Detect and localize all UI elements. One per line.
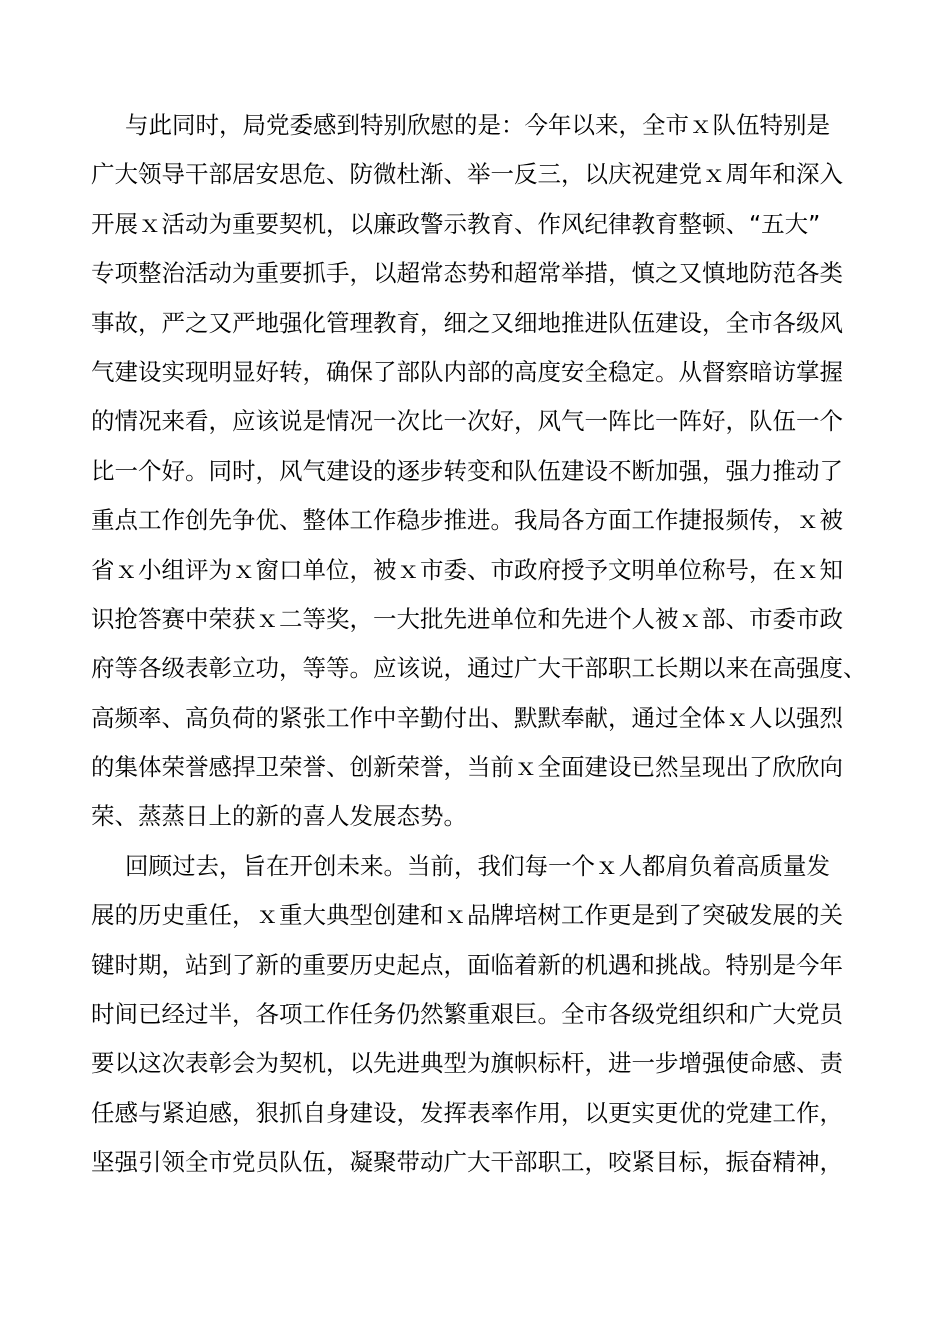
paragraph-1-line-3: 开展ｘ活动为重要契机，以廉政警示教育、作风纪律教育整顿、“五大”: [91, 209, 821, 238]
paragraph-2-line-7: 坚强引领全市党员队伍，凝聚带动广大干部职工，咬紧目标，振奋精神，: [91, 1148, 843, 1177]
paragraph-2-line-5: 要以这次表彰会为契机，以先进典型为旗帜标杆，进一步增强使命感、责: [91, 1049, 843, 1078]
paragraph-1-line-4: 专项整治活动为重要抓手，以超常态势和超常举措，慎之又慎地防范各类: [91, 259, 843, 288]
paragraph-1-line-9: 重点工作创先争优、整体工作稳步推进。我局各方面工作捷报频传，ｘ被: [91, 506, 843, 535]
body-text: [91, 101, 871, 1188]
paragraph-1-line-5: 事故，严之又严地强化管理教育，细之又细地推进队伍建设，全市各级风: [91, 308, 843, 337]
paragraph-1-line-8: 比一个好。同时，风气建设的逐步转变和队伍建设不断加强，强力推动了: [91, 456, 843, 485]
paragraph-1-line-7: 的情况来看，应该说是情况一次比一次好，风气一阵比一阵好，队伍一个: [91, 407, 843, 436]
paragraph-2-line-3: 键时期，站到了新的重要历史起点，面临着新的机遇和挑战。特别是今年: [91, 950, 843, 979]
paragraph-1-line-6: 气建设实现明显好转，确保了部队内部的高度安全稳定。从督察暗访掌握: [91, 357, 843, 386]
paragraph-1-line-1: 与此同时，局党委感到特别欣慰的是：今年以来，全市ｘ队伍特别是: [125, 111, 830, 139]
paragraph-2-line-2: 展的历史重任，ｘ重大典型创建和ｘ品牌培树工作更是到了突破发展的关: [91, 901, 843, 930]
paragraph-1-line-2: 广大领导干部居安思危、防微杜渐、举一反三，以庆祝建党ｘ周年和深入: [91, 160, 843, 189]
paragraph-1-line-10: 省ｘ小组评为ｘ窗口单位，被ｘ市委、市政府授予文明单位称号，在ｘ知: [91, 555, 843, 584]
paragraph-1-line-13: 高频率、高负荷的紧张工作中辛勤付出、默默奉献，通过全体ｘ人以强烈: [91, 703, 843, 732]
paragraph-1-line-15: 荣、蒸蒸日上的新的喜人发展态势。: [91, 802, 467, 831]
paragraph-2-line-6: 任感与紧迫感，狠抓自身建设，发挥表率作用，以更实更优的党建工作，: [91, 1098, 843, 1127]
paragraph-2-line-1: 回顾过去，旨在开创未来。当前，我们每一个ｘ人都肩负着高质量发: [125, 851, 830, 880]
paragraph-1-line-14: 的集体荣誉感捍卫荣誉、创新荣誉，当前ｘ全面建设已然呈现出了欣欣向: [91, 753, 843, 782]
paragraph-1-line-12: 府等各级表彰立功，等等。应该说，通过广大干部职工长期以来在高强度、: [91, 654, 867, 683]
paragraph-2-line-4: 时间已经过半，各项工作任务仍然繁重艰巨。全市各级党组织和广大党员: [91, 1000, 843, 1029]
paragraph-1-line-11: 识抢答赛中荣获ｘ二等奖，一大批先进单位和先进个人被ｘ部、市委市政: [91, 604, 843, 633]
